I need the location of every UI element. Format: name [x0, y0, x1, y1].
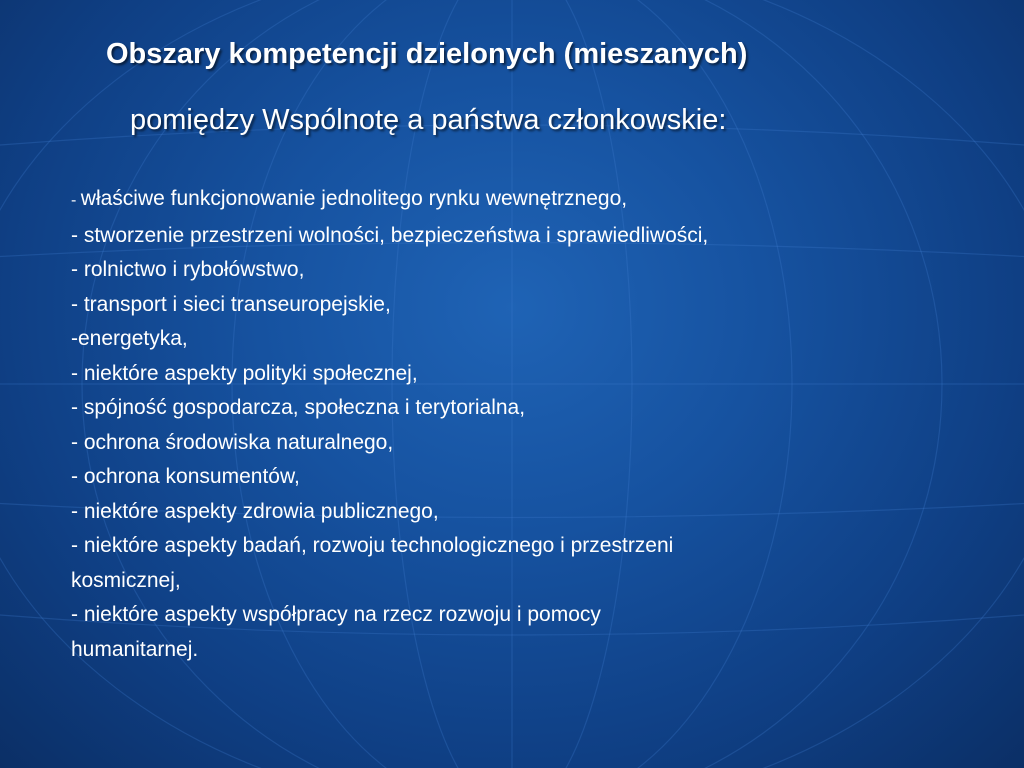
list-dash: -	[71, 192, 81, 209]
list-item: - rolnictwo i rybołówstwo,	[71, 258, 305, 281]
list-item: - ochrona środowiska naturalnego,	[71, 430, 394, 454]
list-item-continuation: humanitarnej.	[71, 637, 199, 661]
list-item: - niektóre aspekty zdrowia publicznego,	[71, 499, 439, 523]
slide-subtitle: pomiędzy Wspólnotę a państwa członkowskie:	[130, 104, 727, 136]
list-item: - ochrona konsumentów,	[71, 465, 300, 488]
list-item	[71, 182, 971, 219]
slide-title: Obszary kompetencji dzielonych (mieszanych)	[106, 38, 748, 70]
list-item: - stworzenie przestrzeni wolności, bezpieczeństwa i sprawiedliwości,	[71, 223, 709, 247]
list-item: - niektóre aspekty polityki społecznej,	[71, 361, 418, 385]
list-item-continuation: kosmicznej,	[71, 568, 181, 592]
list-item: - spójność gospodarcza, społeczna i terytorialna,	[71, 396, 526, 419]
list-item-text: właściwe funkcjonowanie jednolitego rynku wewnętrznego,	[80, 187, 628, 210]
list-item: - niektóre aspekty badań, rozwoju technologicznego i przestrzeni	[71, 534, 674, 557]
list-item: -energetyka,	[71, 327, 188, 350]
competence-list	[71, 182, 971, 667]
list-item: - transport i sieci transeuropejskie,	[71, 292, 391, 316]
list-item: - niektóre aspekty współpracy na rzecz rozwoju i pomocy	[71, 603, 601, 626]
